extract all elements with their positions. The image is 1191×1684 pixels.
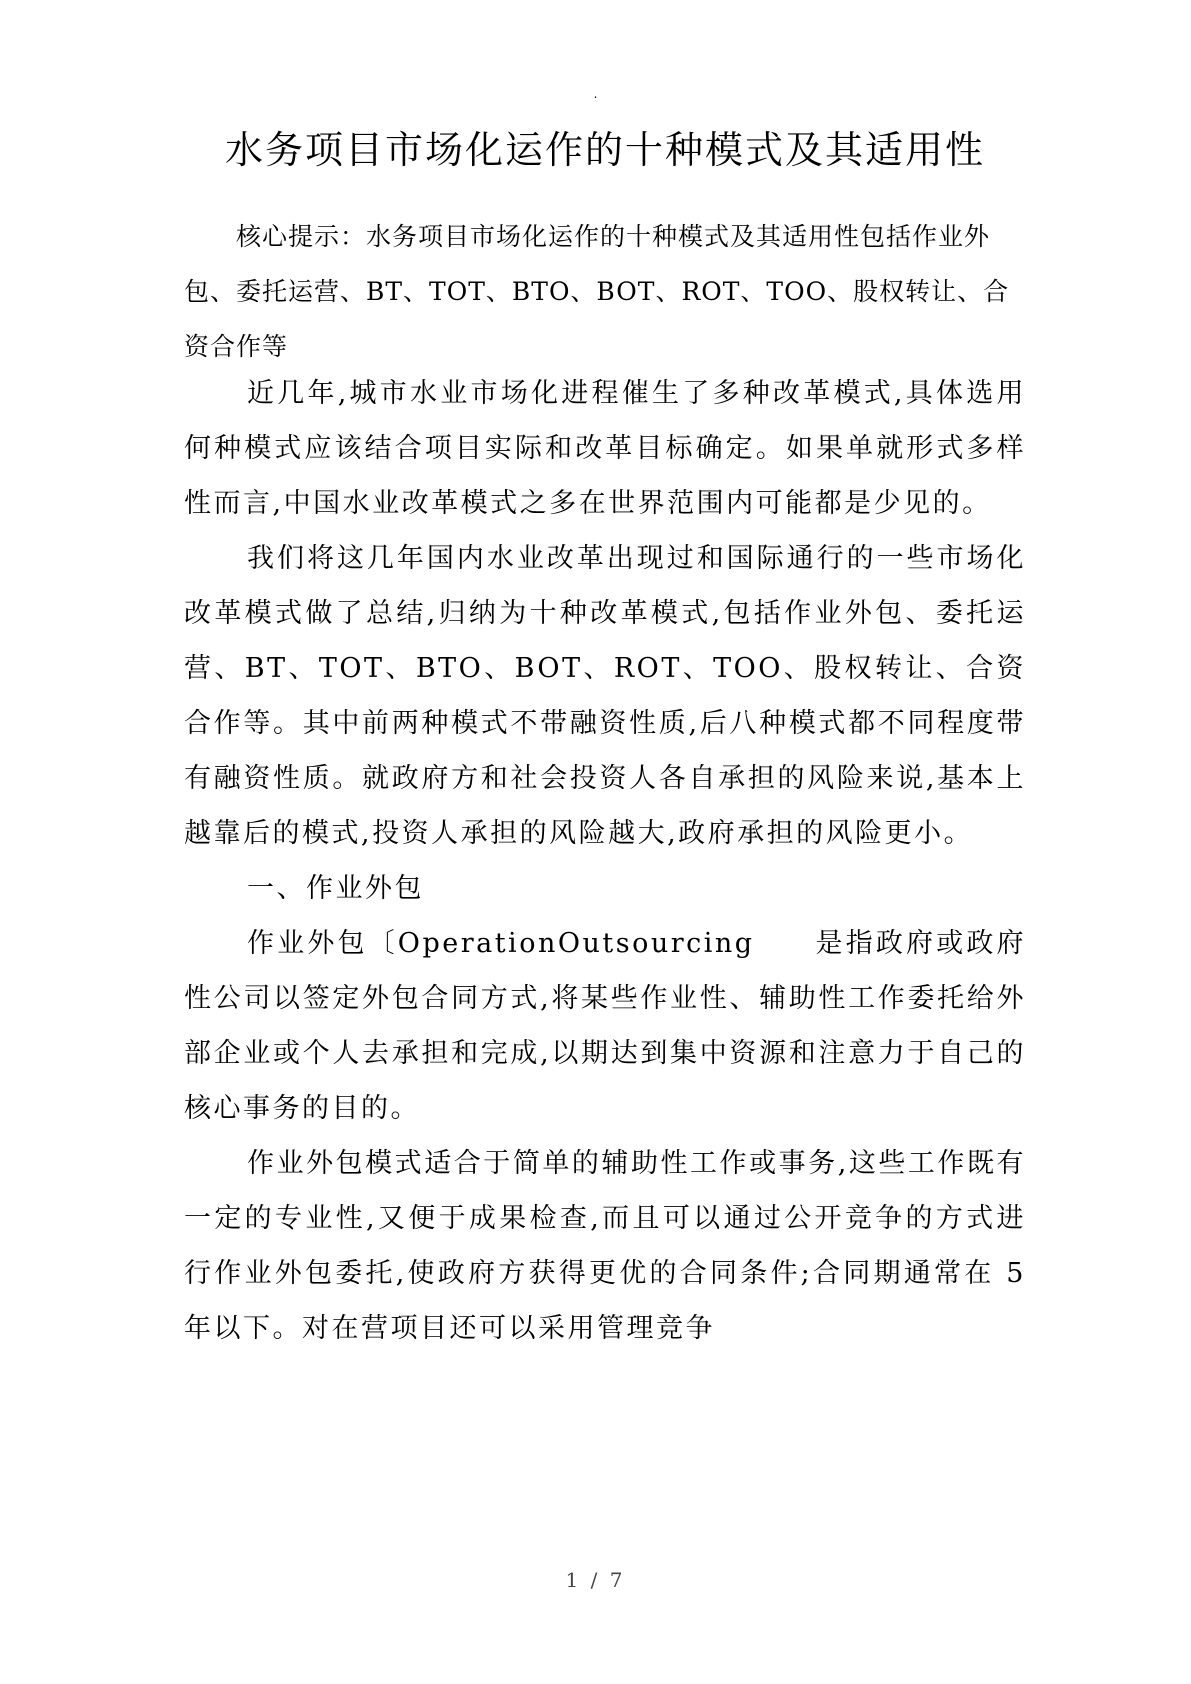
header-mark: . xyxy=(593,87,598,101)
document-body xyxy=(184,366,1026,1356)
document-title: 水务项目市场化运作的十种模式及其适用性 xyxy=(224,128,985,172)
section-heading: 一、作业外包 xyxy=(247,873,424,904)
body-paragraph: 作业外包模式适合于简单的辅助性工作或事务,这些工作既有一定的专业性,又便于成果检查,而且可以通过公开竞争的方式进行作业外包委托,使政府方获得更优的合同条件;合同期通常在 5 年以下。对在营项目还可以采用管理竞争 xyxy=(184,1148,1026,1344)
body-paragraph: 我们将这几年国内水业改革出现过和国际通行的一些市场化改革模式做了总结,归纳为十种改革模式,包括作业外包、委托运营、BT、TOT、BTO、BOT、ROT、TOO、股权转让、合资合作等。其中前两种模式不带融资性质,后八种模式都不同程度带有融资性质。就政府方和社会投资人各自承担的风险来说,基本上越靠后的模式,投资人承担的风险越大,政府承担的风险更小。 xyxy=(184,543,1026,849)
body-paragraph: 近几年,城市水业市场化进程催生了多种改革模式,具体选用何种模式应该结合项目实际和改革目标确定。如果单就形式多样性而言,中国水业改革模式之多在世界范围内可能都是少见的。 xyxy=(184,378,1026,519)
body-paragraph: 作业外包〔OperationOutsourcing 是指政府或政府性公司以签定外包合同方式,将某些作业性、辅助性工作委托给外部企业或个人去承担和完成,以期达到集中资源和注意力于自己的核心事务的目的。 xyxy=(184,928,1026,1124)
summary-paragraph: 核心提示：水务项目市场化运作的十种模式及其适用性包括作业外包、委托运营、BT、TOT、BTO、BOT、ROT、TOO、股权转让、合资合作等 xyxy=(184,222,1010,361)
page-number: 1 / 7 xyxy=(565,1568,626,1592)
